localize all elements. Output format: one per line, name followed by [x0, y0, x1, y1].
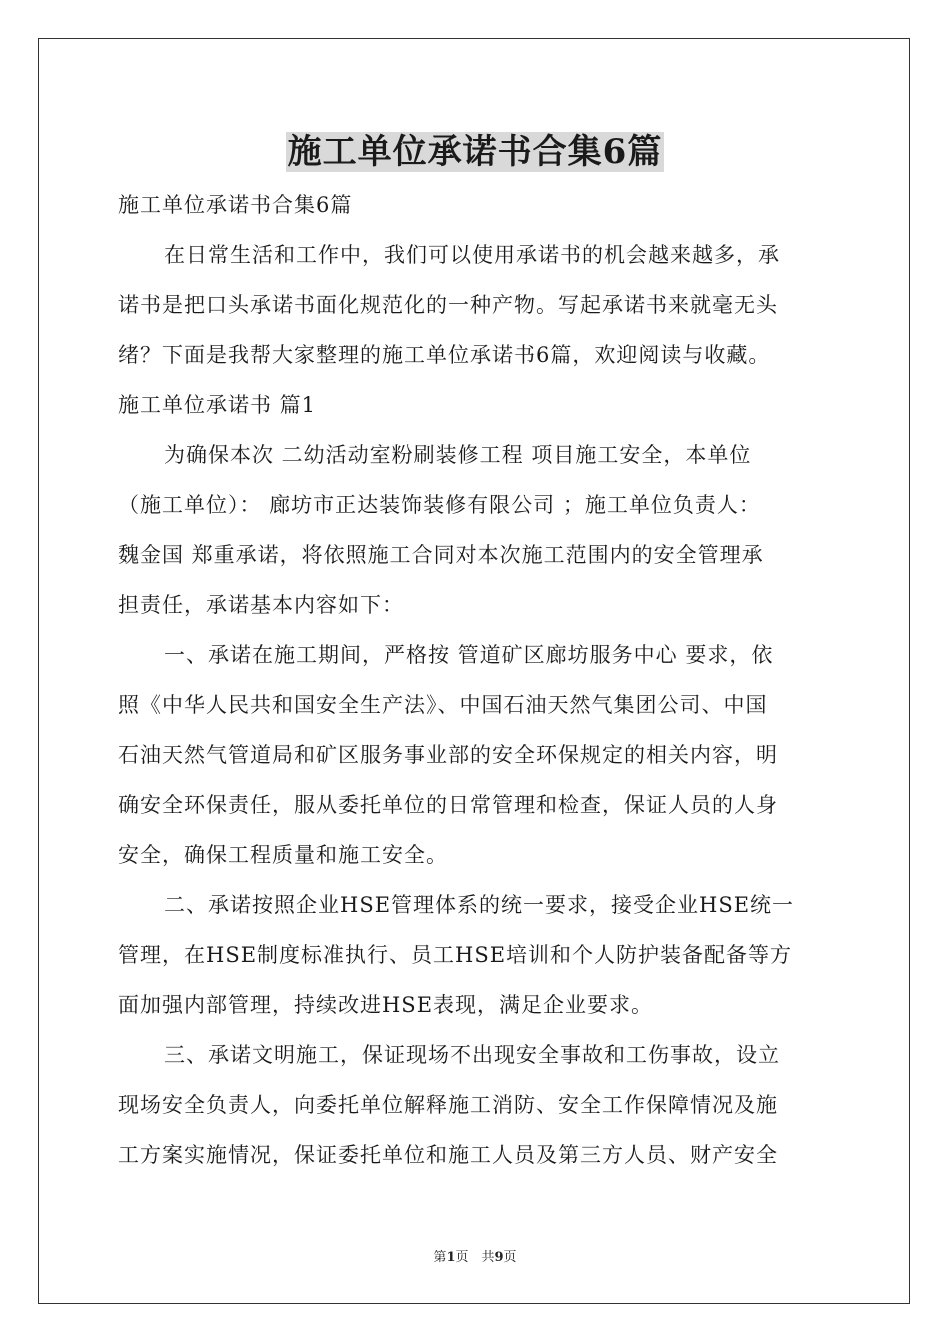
paragraph — [118, 1030, 832, 1180]
text-line: 安全，确保工程质量和施工安全。 — [118, 843, 448, 867]
text-line: 现场安全负责人，向委托单位解释施工消防、安全工作保障情况及施 — [118, 1093, 778, 1117]
text-line: 确安全环保责任，服从委托单位的日常管理和检查，保证人员的人身 — [118, 793, 778, 817]
text-line: 担责任，承诺基本内容如下： — [118, 593, 404, 617]
text-line: 一、承诺在施工期间，严格按 管道矿区廊坊服务中心 要求，依 — [164, 643, 774, 667]
text-line: 为确保本次 二幼活动室粉刷装修工程 项目施工安全，本单位 — [164, 443, 752, 467]
text-line: 管理，在HSE制度标准执行、员工HSE培训和个人防护装备配备等方 — [118, 943, 793, 967]
paragraph — [118, 230, 832, 380]
footer-total-pages: 9 — [494, 1250, 504, 1265]
document-body — [118, 180, 832, 1180]
paragraph — [118, 630, 832, 880]
document-title-text: 施工单位承诺书合集6篇 — [287, 132, 663, 172]
paragraph — [118, 880, 832, 1030]
text-line: 三、承诺文明施工，保证现场不出现安全事故和工伤事故，设立 — [164, 1043, 780, 1067]
footer-prefix: 第 — [433, 1250, 447, 1265]
text-line: 石油天然气管道局和矿区服务事业部的安全环保规定的相关内容，明 — [118, 743, 778, 767]
footer-suffix: 页 — [503, 1250, 517, 1265]
text-line: 二、承诺按照企业HSE管理体系的统一要求，接受企业HSE统一 — [164, 893, 795, 917]
text-line: 施工单位承诺书 篇1 — [118, 393, 317, 417]
paragraph — [118, 180, 832, 230]
text-line: （施工单位）： 廊坊市正达装饰装修有限公司 ；施工单位负责人： — [118, 493, 761, 517]
paragraph — [118, 380, 832, 430]
text-line: 施工单位承诺书合集6篇 — [118, 193, 353, 217]
footer-page-number: 1 — [446, 1250, 456, 1265]
document-title — [0, 124, 950, 173]
text-line: 魏金国 郑重承诺，将依照施工合同对本次施工范围内的安全管理承 — [118, 543, 764, 567]
paragraph — [118, 430, 832, 630]
text-line: 工方案实施情况，保证委托单位和施工人员及第三方人员、财产安全 — [118, 1143, 778, 1167]
text-line: 诺书是把口头承诺书面化规范化的一种产物。写起承诺书来就毫无头 — [118, 293, 778, 317]
text-line: 面加强内部管理，持续改进HSE表现，满足企业要求。 — [118, 993, 654, 1017]
page-footer — [0, 1246, 950, 1265]
text-line: 在日常生活和工作中，我们可以使用承诺书的机会越来越多，承 — [164, 243, 780, 267]
footer-mid: 页 共 — [455, 1250, 495, 1265]
text-line: 绪？下面是我帮大家整理的施工单位承诺书6篇，欢迎阅读与收藏。 — [118, 343, 771, 367]
text-line: 照《中华人民共和国安全生产法》、中国石油天然气集团公司、中国 — [118, 693, 768, 717]
